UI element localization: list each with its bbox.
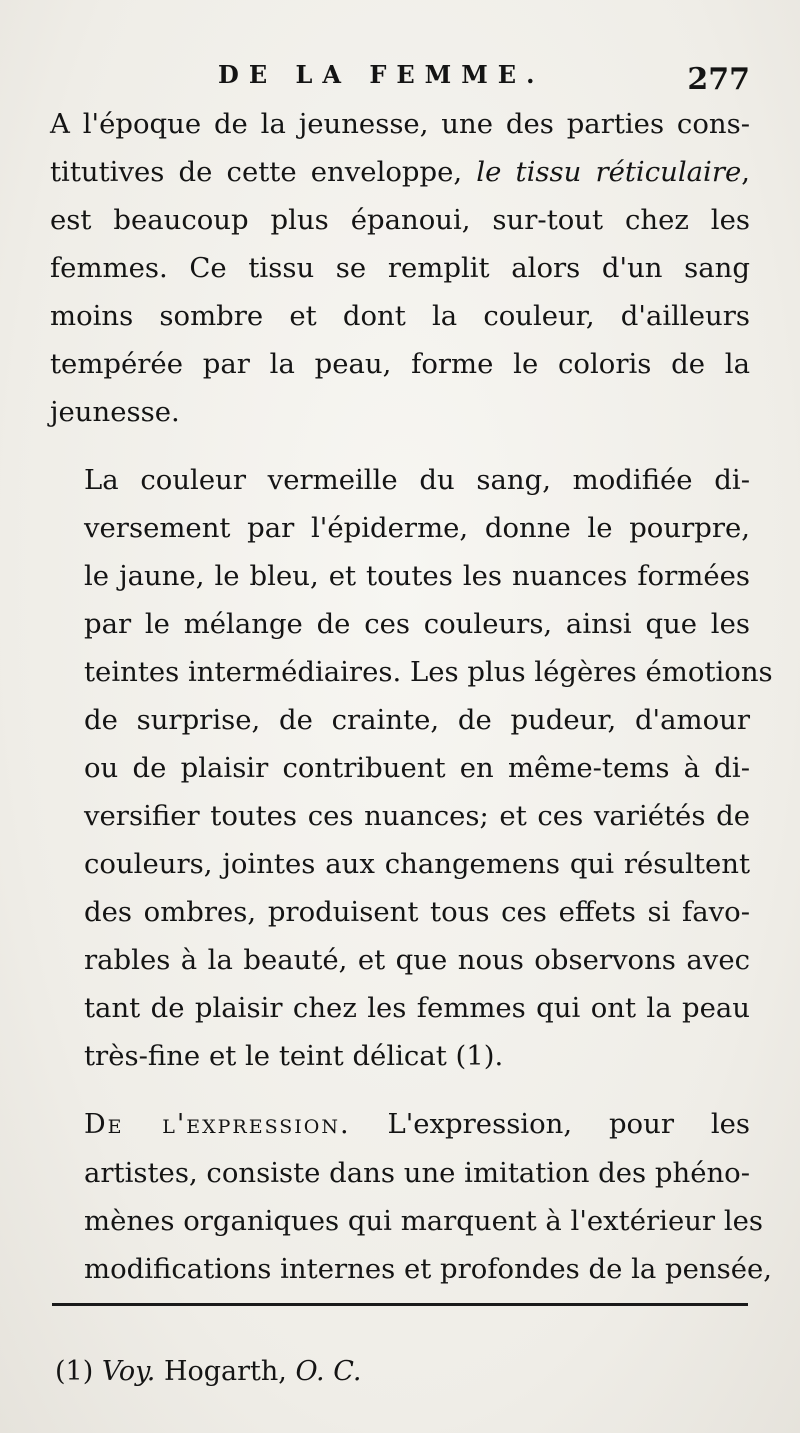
paragraph-3: [50, 1100, 773, 1293]
text-line: des ombres, produisent tous ces effets si favo-: [84, 896, 750, 928]
text-line: artistes, consiste dans une imitation des phéno-: [84, 1157, 751, 1189]
text-line: couleurs, jointes aux changemens qui résultent: [84, 848, 750, 880]
text-line: versifier toutes ces nuances; et ces variétés de: [84, 800, 750, 832]
text-line: par le mélange de ces couleurs, ainsi que les: [84, 608, 750, 640]
text-line: ou de plaisir contribuent en même-tems à di-: [84, 752, 750, 784]
section-heading: De l'expression.: [84, 1109, 351, 1140]
footnote: [55, 1352, 745, 1392]
text-line: [50, 1100, 750, 1149]
text-line: rables à la beauté, et que nous observons avec: [84, 944, 750, 976]
running-head: DE LA FEMME.: [218, 60, 545, 89]
text-line: très-fine et le teint délicat (1).: [84, 1040, 504, 1072]
footnote-work: O. C.: [295, 1356, 362, 1387]
text-line: de surprise, de crainte, de pudeur, d'amour: [84, 704, 750, 736]
text-line: jeunesse.: [50, 396, 180, 428]
page-header: [50, 60, 750, 100]
paragraph-2: [50, 456, 773, 1080]
page-number: 277: [687, 62, 750, 97]
body-text: [50, 100, 773, 1293]
text-line: versement par l'épiderme, donne le pourpre,: [84, 512, 750, 544]
footnote-marker: (1): [55, 1356, 94, 1387]
text-line: [50, 148, 750, 196]
text-line: femmes. Ce tissu se remplit alors d'un sang: [50, 252, 750, 284]
text-line: mènes organiques qui marquent à l'extérieur les: [84, 1205, 764, 1237]
text-line: modifications internes et profondes de la pensée,: [84, 1253, 773, 1285]
text-line: tant de plaisir chez les femmes qui ont la peau: [84, 992, 750, 1024]
text-segment: titutives de cette enveloppe,: [50, 156, 463, 188]
footnote-author: Hogarth,: [163, 1356, 287, 1387]
punctuation: ,: [741, 156, 750, 188]
italic-term: le tissu réticulaire: [476, 156, 742, 188]
text-line: le jaune, le bleu, et toutes les nuances formées: [84, 560, 750, 592]
footnote-abbrev: Voy.: [101, 1356, 156, 1387]
text-segment: L'expression, pour les: [387, 1108, 751, 1140]
text-line: teintes intermédiaires. Les plus légères émotions: [84, 656, 773, 688]
paragraph-1: [50, 100, 750, 436]
text-line: est beaucoup plus épanoui, sur-tout chez les: [50, 204, 750, 236]
text-line: La couleur vermeille du sang, modifiée di-: [84, 464, 750, 496]
footnote-rule: [52, 1303, 748, 1306]
text-line: moins sombre et dont la couleur, d'ailleurs: [50, 300, 750, 332]
text-line: tempérée par la peau, forme le coloris de la: [50, 348, 750, 380]
text-line: A l'époque de la jeunesse, une des parties cons-: [50, 108, 750, 140]
